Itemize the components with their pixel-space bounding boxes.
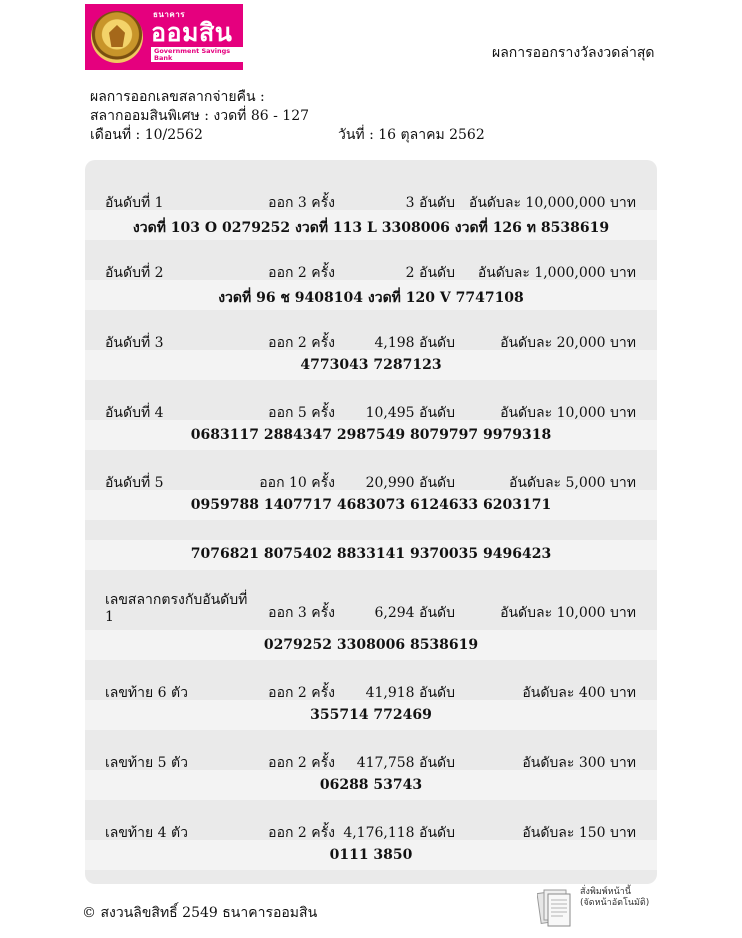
logo-english-name: Government Savings Bank bbox=[151, 47, 243, 62]
draw-info-heading: ผลการออกเลขสลากจ่ายคืน : bbox=[90, 89, 265, 105]
prize-times: ออก 2 ครั้ง bbox=[268, 755, 335, 771]
prize-times: ออก 10 ครั้ง bbox=[259, 475, 335, 491]
winning-numbers: 06288 53743 bbox=[319, 777, 423, 793]
prize-times: ออก 2 ครั้ง bbox=[268, 685, 335, 701]
prize-count: 4,176,118 อันดับ bbox=[343, 825, 455, 841]
page-title: ผลการออกรางวัลงวดล่าสุด bbox=[492, 45, 655, 61]
prize-rank: อันดับที่ 4 bbox=[105, 405, 164, 421]
prize-row-4 bbox=[85, 402, 657, 426]
draw-date: วันที่ : 16 ตุลาคม 2562 bbox=[338, 127, 485, 143]
prize-count: 10,495 อันดับ bbox=[365, 405, 455, 421]
winning-numbers: 0279252 3308006 8538619 bbox=[263, 637, 479, 653]
prize-times: ออก 5 ครั้ง bbox=[268, 405, 335, 421]
draw-month: เดือนที่ : 10/2562 bbox=[90, 127, 203, 143]
prize-rank: เลขท้าย 5 ตัว bbox=[105, 755, 188, 771]
prize-row-3 bbox=[85, 332, 657, 356]
prize-times: ออก 3 ครั้ง bbox=[268, 605, 335, 621]
prize-amount: อันดับละ 400 บาท bbox=[522, 685, 636, 701]
prize-row-last-6 bbox=[85, 682, 657, 706]
print-page-link[interactable] bbox=[580, 887, 649, 909]
gsb-logo[interactable] bbox=[85, 4, 243, 70]
winning-numbers: 0959788 1407717 4683073 6124633 6203171 bbox=[190, 497, 552, 513]
prize-row-last-4 bbox=[85, 822, 657, 846]
prize-count: 417,758 อันดับ bbox=[356, 755, 455, 771]
prize-row-1 bbox=[85, 192, 657, 216]
prize-amount: อันดับละ 10,000 บาท bbox=[500, 405, 636, 421]
prize-amount: อันดับละ 5,000 บาท bbox=[508, 475, 636, 491]
winning-numbers: 0683117 2884347 2987549 8079797 9979318 bbox=[190, 427, 552, 443]
prize-amount: อันดับละ 10,000 บาท bbox=[500, 605, 636, 621]
prize-amount: อันดับละ 10,000,000 บาท bbox=[468, 195, 636, 211]
winning-numbers: 4773043 7287123 bbox=[300, 357, 442, 373]
prize-count: 4,198 อันดับ bbox=[374, 335, 455, 351]
winning-numbers: งวดที่ 103 O 0279252 งวดที่ 113 L 3308006 งวดที่ 126 ท 8538619 bbox=[132, 220, 610, 236]
prize-amount: อันดับละ 150 บาท bbox=[522, 825, 636, 841]
prize-count: 3 อันดับ bbox=[405, 195, 455, 211]
prize-times: ออก 2 ครั้ง bbox=[268, 825, 335, 841]
prize-amount: อันดับละ 20,000 บาท bbox=[500, 335, 636, 351]
printer-pages-icon[interactable] bbox=[537, 884, 573, 930]
prize-row-last-5 bbox=[85, 752, 657, 776]
prize-times: ออก 2 ครั้ง bbox=[268, 335, 335, 351]
winning-numbers: 0111 3850 bbox=[329, 847, 413, 863]
copyright: © สงวนลิขสิทธิ์ 2549 ธนาคารออมสิน bbox=[82, 905, 318, 921]
prize-count: 20,990 อันดับ bbox=[365, 475, 455, 491]
prize-rank: อันดับที่ 1 bbox=[105, 195, 164, 211]
prize-rank: เลขสลากตรงกับอันดับที่ 1 bbox=[105, 592, 248, 625]
prize-row-match-first bbox=[85, 592, 657, 626]
bank-seal-icon bbox=[91, 11, 143, 63]
logo-name: ออมสิน bbox=[151, 18, 233, 48]
prize-times: ออก 2 ครั้ง bbox=[268, 265, 335, 281]
prize-rank: อันดับที่ 3 bbox=[105, 335, 164, 351]
print-note: (จัดหน้าอัตโนมัติ) bbox=[580, 898, 650, 908]
prize-amount: อันดับละ 300 บาท bbox=[522, 755, 636, 771]
prize-rank: อันดับที่ 2 bbox=[105, 265, 164, 281]
winning-numbers: 7076821 8075402 8833141 9370035 9496423 bbox=[190, 546, 552, 562]
results-panel bbox=[85, 160, 657, 884]
prize-amount: อันดับละ 1,000,000 บาท bbox=[477, 265, 636, 281]
draw-info-date-row bbox=[90, 126, 485, 145]
prize-count: 6,294 อันดับ bbox=[374, 605, 455, 621]
prize-times: ออก 3 ครั้ง bbox=[268, 195, 335, 211]
prize-count: 2 อันดับ bbox=[405, 265, 455, 281]
draw-info bbox=[90, 88, 485, 145]
prize-row-2 bbox=[85, 262, 657, 286]
prize-rank: เลขท้าย 6 ตัว bbox=[105, 685, 188, 701]
logo-small-text: ธนาคาร bbox=[153, 10, 185, 20]
logo-text bbox=[151, 11, 243, 63]
prize-count: 41,918 อันดับ bbox=[365, 685, 455, 701]
draw-info-series: สลากออมสินพิเศษ : งวดที่ 86 - 127 bbox=[90, 108, 310, 124]
prize-rank: อันดับที่ 5 bbox=[105, 475, 164, 491]
prize-row-5 bbox=[85, 472, 657, 496]
winning-numbers: งวดที่ 96 ช 9408104 งวดที่ 120 V 7747108 bbox=[218, 290, 524, 306]
print-label[interactable]: สั่งพิมพ์หน้านี้ bbox=[580, 887, 631, 897]
prize-rank: เลขท้าย 4 ตัว bbox=[105, 825, 188, 841]
winning-numbers: 355714 772469 bbox=[310, 707, 432, 723]
